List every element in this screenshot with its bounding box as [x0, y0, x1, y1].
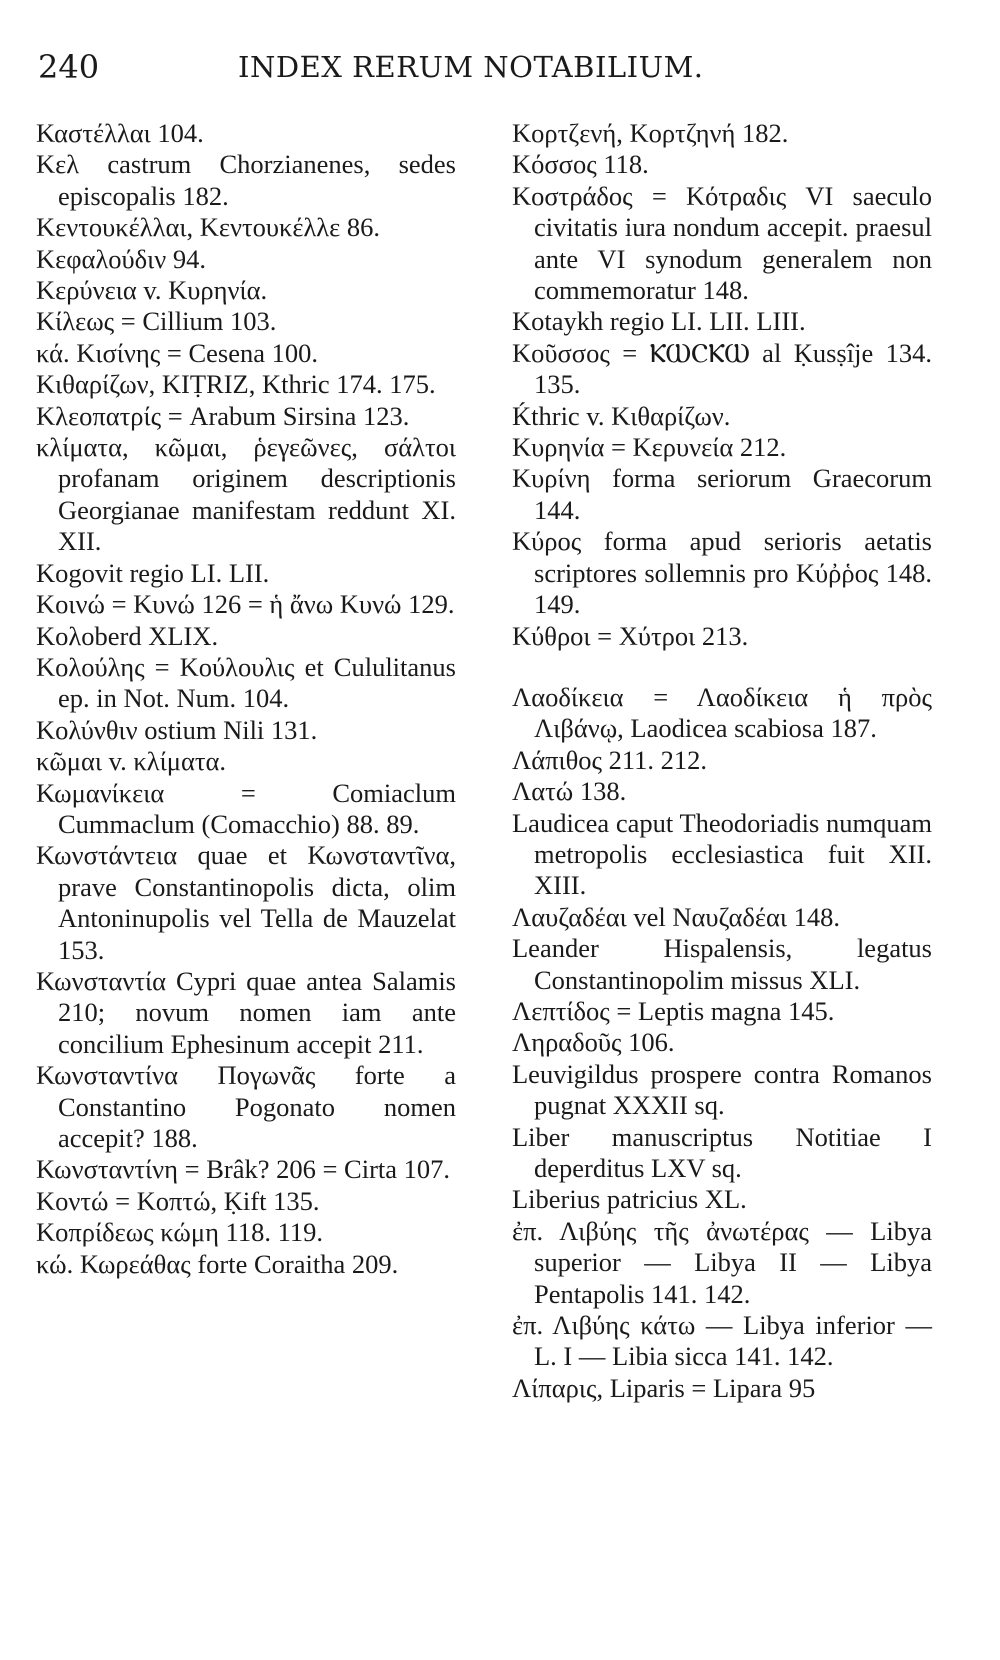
- index-entry: Κωνσταντία Cypri quae antea Salamis 210; novum nomen iam ante concilium Ephesinum accepit 211.: [36, 965, 456, 1059]
- index-entry: Κορτζενή, Κορτζηνή 182.: [512, 118, 789, 148]
- index-entry: Κεντουκέλλαι, Κεντουκέλλε 86.: [36, 212, 381, 243]
- index-entry: κά. Κισίνης = Cesena 100.: [36, 337, 318, 368]
- index-entry: Λίπαρις, Liparis = Lipara 95: [512, 1372, 816, 1403]
- index-entry: Koλoberd XLIX.: [36, 620, 219, 651]
- index-entry: κλίματα, κῶμαι, ῥεγεῶνες, σάλτοι profanam originem descriptionis Georgianae manifestam reddunt XI. XII.: [36, 432, 456, 557]
- index-entry: Κερύνεια v. Κυρηνία.: [36, 275, 268, 306]
- index-column-left: [36, 118, 456, 1280]
- index-entry: Κελ castrum Chorzianenes, sedes episcopalis 182.: [36, 149, 456, 211]
- page-header: [38, 48, 940, 92]
- index-entry: Kogovit regio LI. LII.: [36, 557, 270, 588]
- index-entry: Κύρος forma apud serioris aetatis scriptores sollemnis pro Κύῤῥος 148. 149.: [512, 526, 932, 620]
- index-entry: Κολούλης = Κούλουλις et Cululitanus ep. in Not. Num. 104.: [36, 651, 456, 714]
- page-number: 240: [38, 48, 100, 86]
- index-entry: Κυρίνη forma seriorum Graecorum 144.: [512, 463, 932, 525]
- index-entry: Κωνστάντεια quae et Κωνσταντῖνα, prave Constantinopolis dicta, olim Antoninupolis vel Tella de Mauzelat 153.: [36, 840, 456, 965]
- index-entry: ἐπ. Λιβύης κάτω — Libya inferior — L. I — Libia sicca 141. 142.: [512, 1310, 932, 1372]
- index-entry: Κωμανίκεια = Comiaclum Cummaclum (Comacchio) 88. 89.: [36, 777, 456, 839]
- index-entry: Καστέλλαι 104.: [36, 118, 204, 148]
- index-entry: Λαοδίκεια = Λαοδίκεια ἡ πρὸς Λιβάνῳ, Laodicea scabiosa 187.: [512, 681, 932, 744]
- index-entry: Λαυζαδέαι vel Ναυζαδέαι 148.: [512, 901, 841, 932]
- index-entry: Κίλεως = Cillium 103.: [36, 306, 277, 337]
- index-entry: Κοινώ = Κυνώ 126 = ἡ ἄνω Κυνώ 129.: [36, 589, 455, 620]
- index-entry: Λάπιθος 211. 212.: [512, 744, 708, 775]
- index-entry: Leuvigildus prospere contra Romanos pugnat XXXII sq.: [512, 1058, 932, 1121]
- index-column-right: [512, 118, 932, 1404]
- index-entry: Κωνσταντίνα Πογωνᾶς forte a Constantino Pogonato nomen accepit? 188.: [36, 1060, 456, 1153]
- index-entry: ἐπ. Λιβύης τῆς ἀνωτέρας — Libya superior — Libya II — Libya Pentapolis 141. 142.: [512, 1215, 932, 1309]
- running-title: INDEX RERUM NOTABILIUM.: [238, 50, 704, 84]
- index-entry: Κεφαλούδιν 94.: [36, 243, 207, 274]
- index-entry: Laudicea caput Theodoriadis numquam metropolis ecclesiastica fuit XII. XIII.: [512, 807, 932, 901]
- index-entry: Liber manuscriptus Notitiae I deperditus LXV sq.: [512, 1121, 932, 1183]
- index-entry: Κιθαρίζων, KIṬRIZ, Kthric 174. 175.: [36, 369, 436, 400]
- index-entry: Λεπτίδος = Leptis magna 145.: [512, 995, 835, 1026]
- index-entry: Ληραδοῦς 106.: [512, 1027, 675, 1058]
- index-entry: Kotaykh regio LI. LII. LIII.: [512, 306, 806, 337]
- index-entry: Κολύνθιν ostium Nili 131.: [36, 714, 318, 745]
- index-entry: Λατώ 138.: [512, 776, 627, 807]
- index-entry: Leander Hispalensis, legatus Constantinopolim missus XLI.: [512, 933, 932, 995]
- index-entry: Κλεοπατρίς = Arabum Sirsina 123.: [36, 400, 410, 431]
- index-entry: Κοντώ = Κοπτώ, Ḳift 135.: [36, 1185, 320, 1216]
- index-entry: Κόσσος 118.: [512, 149, 649, 180]
- index-entry: Κύθροι = Χύτροι 213.: [512, 620, 749, 651]
- index-entry: Liberius patricius XL.: [512, 1184, 747, 1215]
- index-entry: Κοπρίδεως κώμη 118. 119.: [36, 1217, 323, 1248]
- index-entry: Κυρηνία = Κερυνεία 212.: [512, 432, 787, 463]
- index-entry: κώ. Κωρεάθας forte Coraitha 209.: [36, 1248, 399, 1279]
- index-entry: κῶμαι v. κλίματα.: [36, 746, 227, 777]
- index-entry: Κοῦσσος = ⲔⲰⲤⲔⲰ al Ḳusṣîje 134. 135.: [512, 337, 932, 400]
- index-entry: Κωνσταντίνη = Brâk? 206 = Cirta 107.: [36, 1154, 451, 1185]
- index-entry: Ḱthric v. Κιθαρίζων.: [512, 400, 731, 431]
- index-entry: Κοστράδος = Κότραδις VI saeculo civitatis iura nondum accepit. praesul ante VI synodum generalem non commemoratur 148.: [512, 180, 932, 306]
